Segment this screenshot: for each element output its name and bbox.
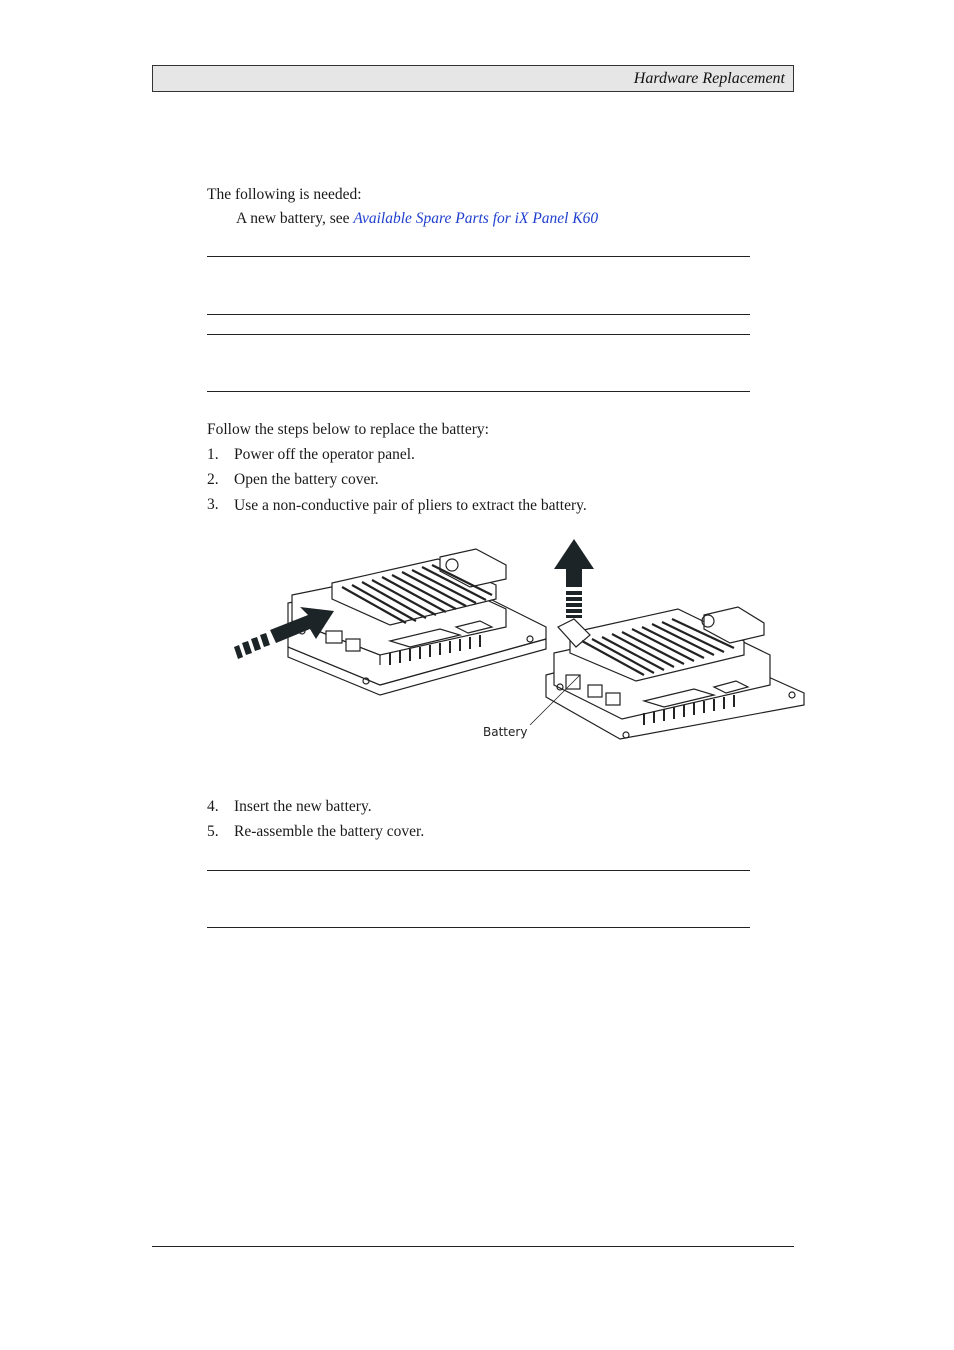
running-header: [152, 65, 794, 92]
note-box-1-top-rule: [207, 256, 750, 257]
note-box-3-top-rule: [207, 870, 750, 871]
note-box-2-bottom-rule: [207, 391, 750, 392]
step-number: 1.: [207, 446, 219, 463]
footer-rule: [152, 1246, 794, 1247]
extract-arrow-icon: [554, 539, 594, 618]
step-text: Open the battery cover.: [234, 471, 379, 488]
note-box-3-bottom-rule: [207, 927, 750, 928]
operator-panel-right-drawing: [546, 607, 804, 739]
note-box-1-bottom-rule: [207, 314, 750, 315]
battery-callout-label: Battery: [483, 725, 528, 739]
step-text: Insert the new battery.: [234, 798, 372, 815]
requirements-item-text: A new battery, see: [236, 210, 354, 227]
header-title: Hardware Replacement: [633, 70, 785, 87]
spare-parts-link[interactable]: Available Spare Parts for iX Panel K60: [353, 210, 599, 227]
battery-replacement-illustration: [230, 535, 810, 750]
step-number: 3.: [207, 496, 219, 513]
step-text: Re-assemble the battery cover.: [234, 823, 425, 840]
step-number: 5.: [207, 823, 219, 840]
note-box-2-top-rule: [207, 334, 750, 335]
step-text: Power off the operator panel.: [234, 446, 415, 463]
requirements-item: [236, 210, 598, 228]
requirements-intro: The following is needed:: [207, 186, 362, 203]
step-text: Use a non-conductive pair of pliers to extract the battery.: [234, 497, 587, 514]
step-number: 4.: [207, 798, 219, 815]
step-number: 2.: [207, 471, 219, 488]
procedure-intro: Follow the steps below to replace the battery:: [207, 421, 489, 438]
